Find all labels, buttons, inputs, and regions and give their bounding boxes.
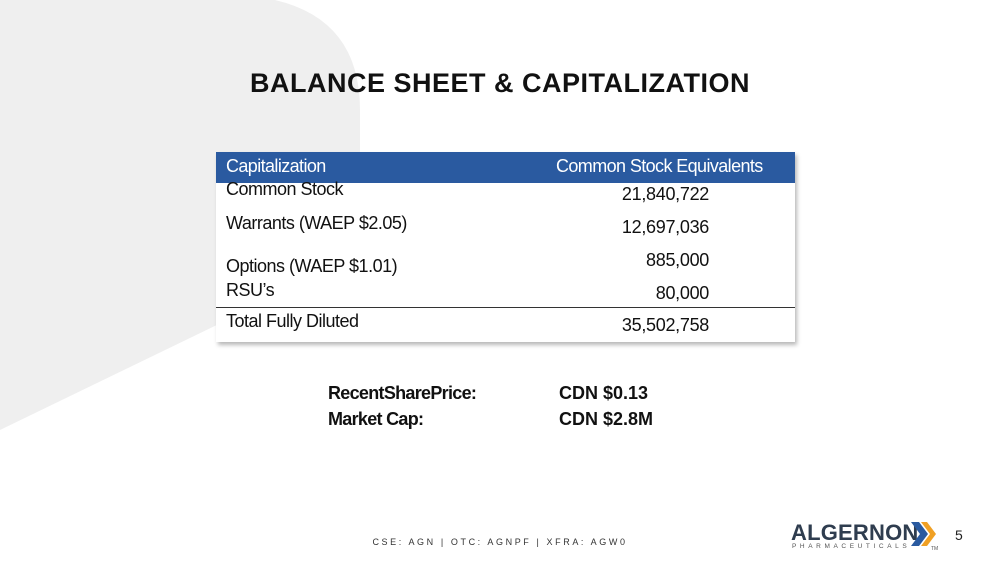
row-value-rsus: 80,000	[655, 283, 709, 303]
row-value-warrants: 12,697,036	[621, 217, 709, 237]
header-capitalization: Capitalization	[226, 156, 326, 176]
market-cap-label: Market Cap:	[328, 409, 424, 429]
capitalization-table	[216, 152, 795, 342]
logo-wordmark: ALGERNON	[791, 520, 919, 545]
slide-title: BALANCE SHEET & CAPITALIZATION	[250, 68, 750, 98]
row-label-options: Options (WAEP $1.01)	[226, 256, 398, 276]
row-value-total: 35,502,758	[621, 315, 709, 335]
footer-ticker: CSE: AGN | OTC: AGNPF | XFRA: AGW0	[372, 537, 628, 547]
recent-share-price-value: CDN $0.13	[559, 383, 649, 403]
market-cap-value: CDN $2.8M	[559, 409, 654, 429]
recent-share-price-label: RecentSharePrice:	[328, 383, 477, 403]
row-label-common-stock: Common Stock	[226, 179, 344, 199]
row-label-warrants: Warrants (WAEP $2.05)	[226, 213, 407, 233]
algernon-logo	[791, 520, 951, 554]
row-value-options: 885,000	[646, 250, 709, 270]
header-common-stock-equivalents: Common Stock Equivalents	[556, 156, 763, 176]
logo-subtitle: PHARMACEUTICALS	[792, 543, 911, 550]
page-number: 5	[955, 527, 963, 543]
chevron-logo-icon	[911, 522, 937, 546]
row-label-total: Total Fully Diluted	[226, 311, 359, 331]
row-value-common-stock: 21,840,722	[621, 184, 709, 204]
logo-trademark: TM	[931, 546, 939, 552]
total-divider	[216, 307, 795, 308]
row-label-rsus: RSU’s	[226, 280, 275, 300]
